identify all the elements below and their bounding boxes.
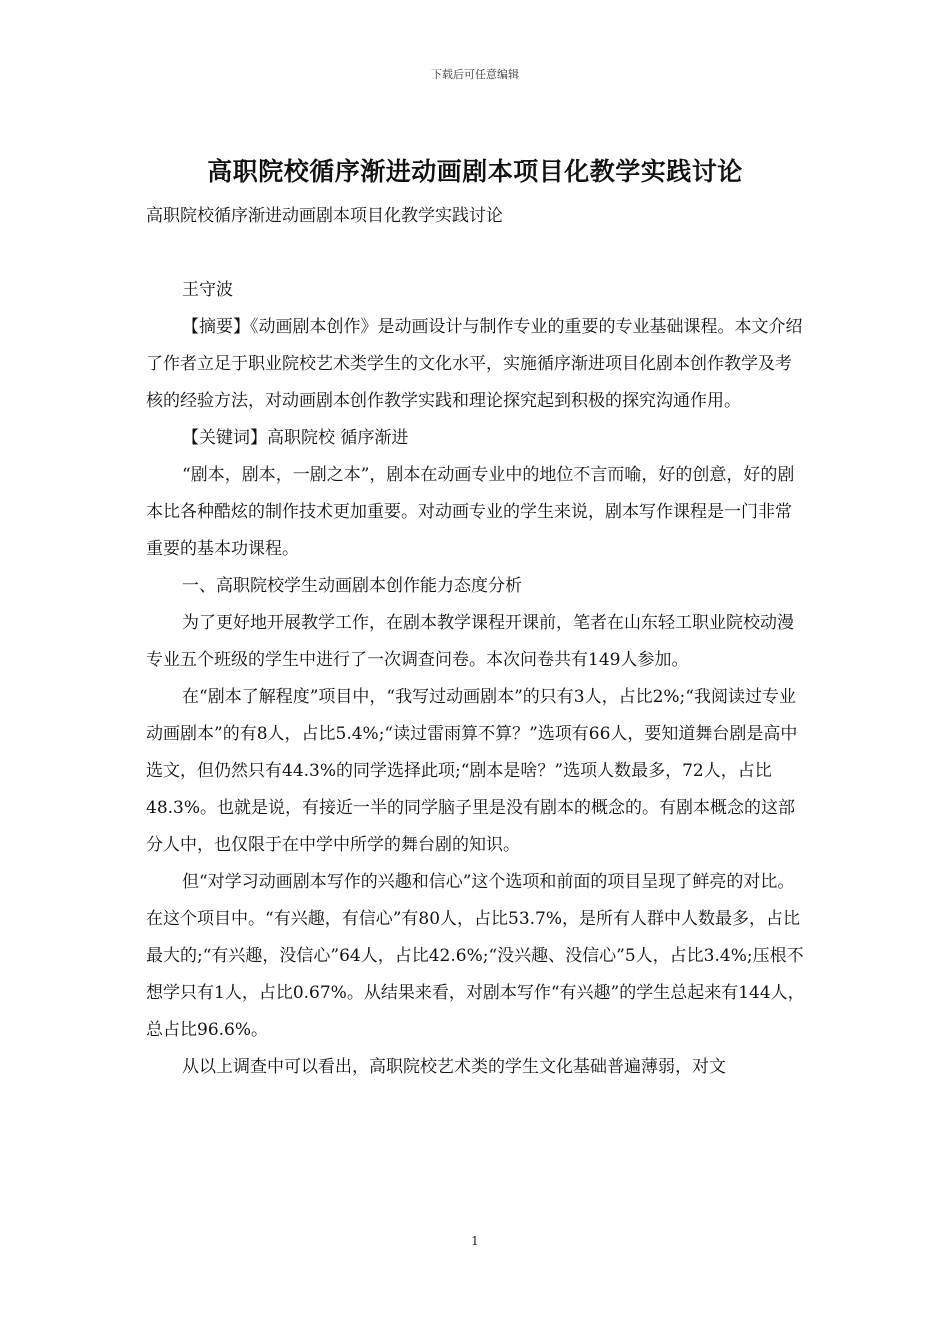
document-body bbox=[146, 198, 806, 1086]
body-paragraph: 在“剧本了解程度”项目中，“我写过动画剧本”的只有3人，占比2%;“我阅读过专业动画剧本”的有8人，占比5.4%;“读过雷雨算不算？”选项有66人，要知道舞台剧是高中选文，但仍然只有44.3%的同学选择此项;“剧本是啥？”选项人数最多，72人，占比48.3%。也就是说，有接近一半的同学脑子里是没有剧本的概念的。有剧本概念的这部分人中，也仅限于在中学中所学的舞台剧的知识。 bbox=[146, 687, 798, 855]
page-number: 1 bbox=[471, 1234, 479, 1248]
keywords: 【关键词】高职院校 循序渐进 bbox=[182, 428, 409, 448]
document-title: 高职院校循序渐进动画剧本项目化教学实践讨论 bbox=[207, 157, 743, 186]
body-paragraph: 为了更好地开展教学工作，在剧本教学课程开课前，笔者在山东轻工职业院校动漫专业五个班级的学生中进行了一次调查问卷。本次问卷共有149人参加。 bbox=[146, 613, 794, 670]
subtitle: 高职院校循序渐进动画剧本项目化教学实践讨论 bbox=[146, 206, 503, 226]
abstract: 【摘要】《动画剧本创作》是动画设计与制作专业的重要的专业基础课程。本文介绍了作者立足于职业院校艺术类学生的文化水平，实施循序渐进项目化剧本创作教学及考核的经验方法，对动画剧本创作教学实践和理论探究起到积极的探究沟通作用。 bbox=[146, 317, 803, 411]
body-paragraph: 从以上调查中可以看出，高职院校艺术类的学生文化基础普遍薄弱，对文 bbox=[182, 1057, 726, 1077]
page-header: 下载后可任意编辑 bbox=[431, 68, 519, 81]
author: 王守波 bbox=[182, 280, 233, 300]
section-heading: 一、高职院校学生动画剧本创作能力态度分析 bbox=[182, 576, 522, 596]
body-paragraph: 但“对学习动画剧本写作的兴趣和信心”这个选项和前面的项目呈现了鲜亮的对比。在这个项目中。“有兴趣，有信心”有80人，占比53.7%，是所有人群中人数最多，占比最大的;“有兴趣，没信心”64人，占比42.6%;“没兴趣、没信心”5人，占比3.4%;压根不想学只有1人，占比0.67%。从结果来看，对剧本写作“有兴趣”的学生总起来有144人，总占比96.6%。 bbox=[146, 872, 805, 1040]
body-paragraph: “剧本，剧本，一剧之本”，剧本在动画专业中的地位不言而喻，好的创意，好的剧本比各种酷炫的制作技术更加重要。对动画专业的学生来说，剧本写作课程是一门非常重要的基本功课程。 bbox=[146, 465, 795, 559]
